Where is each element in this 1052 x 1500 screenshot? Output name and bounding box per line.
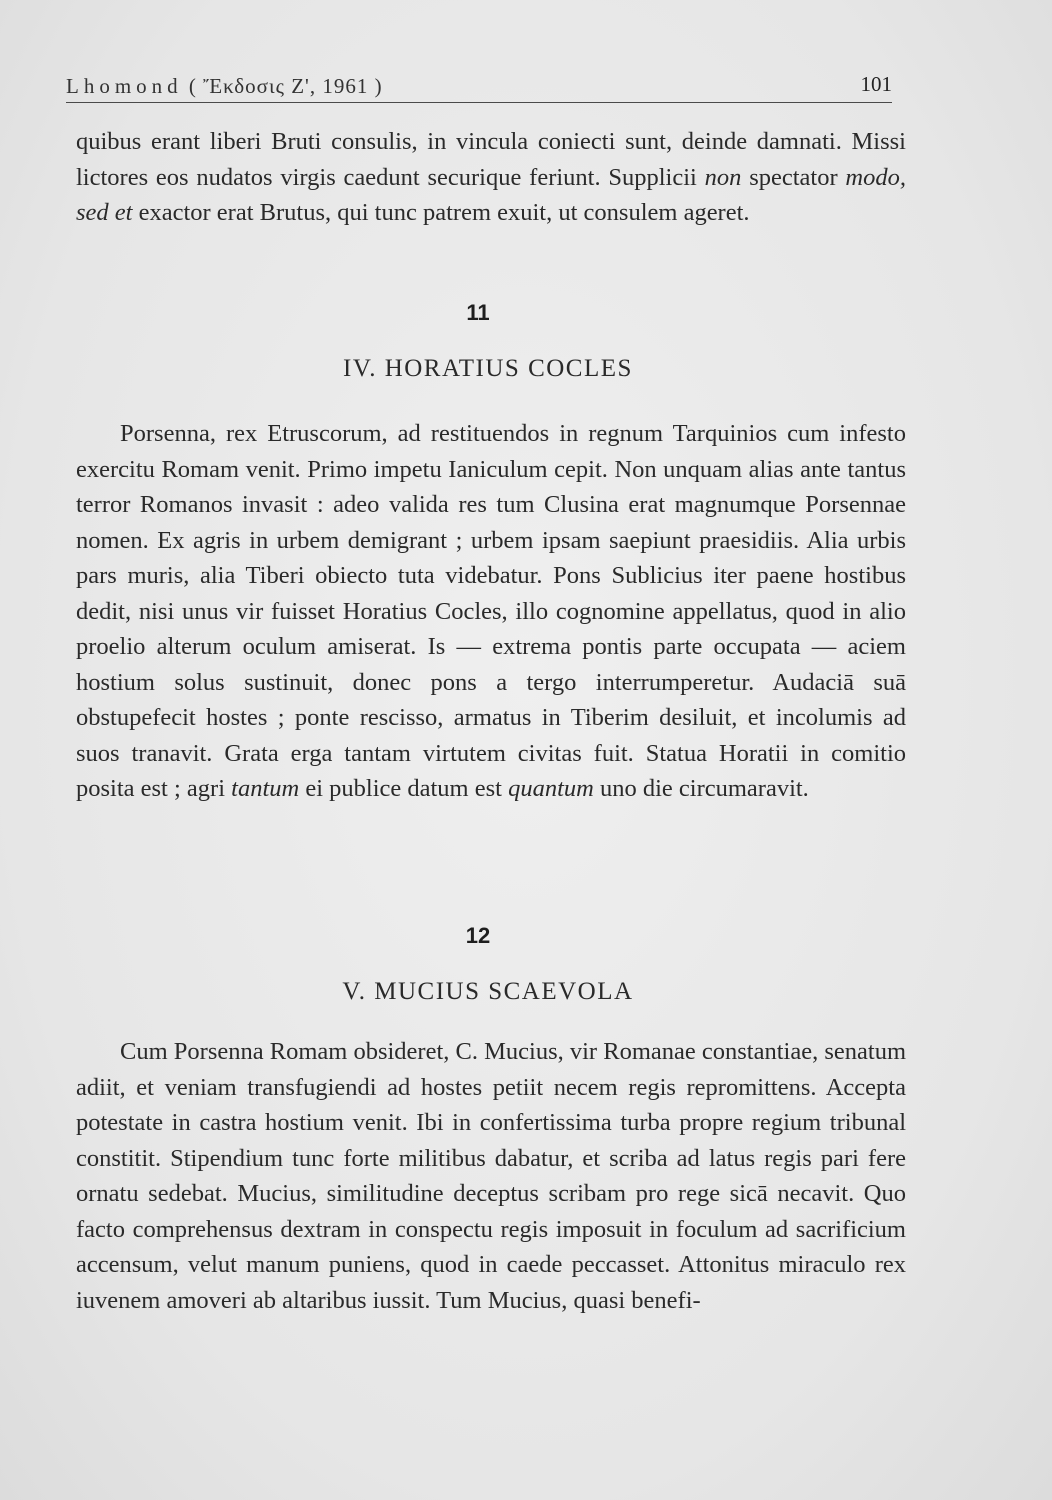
paragraph <box>76 416 906 807</box>
paragraph <box>76 124 906 231</box>
paragraph-text: exactor erat Brutus, qui tunc patrem exuit, ut consulem ageret. <box>132 199 750 226</box>
lesson-number-12: 12 <box>465 923 491 948</box>
italic-text: non <box>704 163 742 191</box>
italic-text: modo, sed et <box>76 163 906 226</box>
paragraph-text: uno die circumaravit. <box>593 775 809 802</box>
lesson-number-11: 11 <box>466 300 490 325</box>
page-header <box>66 72 892 103</box>
paragraph-text: Porsenna, rex Etruscorum, ad restituendos in regnum Tarquinios cum infesto exercitu Romam venit. Primo impetu Ianiculum cepit. Non unquam alias ante tantus terror Romanos invasit : adeo valida res tum Clusina erat magnumque Porsennae nomen. Ex agris in urbem demigrant ; urbem ipsam saepiunt praesidiis. Alia urbis pars muris, alia Tiberi obiecto tuta videbatur. Pons Sublicius iter paene hostibus dedit, nisi unus vir fuisset Horatius Cocles, illo cognomine appellatus, quod in alio proelio alterum oculum amiserat. Is — extrema pontis parte occupata — aciem hostium solus sustinuit, donec pons a tergo interrumperetur. Audaciā suā obstupefecit hostes ; ponte rescisso, armatus in Tiberim desiluit, et incolumis ad suos tranavit. Grata erga tantam virtutem civitas fuit. Statua Horatii in comitio posita est ; agri <box>76 420 906 802</box>
page-number: 101 <box>860 72 892 96</box>
italic-text: quantum <box>508 775 594 802</box>
running-head <box>66 74 383 99</box>
running-head-author: Lhomond <box>66 74 183 98</box>
italic-text: tantum <box>231 775 300 802</box>
paragraph-text: quibus erant liberi Bruti consulis, in vincula coniecti sunt, deinde damnati. Missi lictores eos nudatos virgis caedunt securique feriunt. Supplicii <box>76 128 906 191</box>
paragraph: Cum Porsenna Romam obsideret, C. Mucius, vir Romanae constantiae, senatum adiit, et veniam transfugiendi ad hostes petiit necem regis repromittens. Accepta potestate in castra hostium venit. Ibi in confertissima turba propre regium tribunal constitit. Stipendium tunc forte militibus dabatur, et scriba ad latus regis pari fere ornatu sedebat. Mucius, similitudine deceptus scribam pro rege sicā necavit. Quo facto comprehensus dextram in conspectu regis imposuit in foculum ad sacrificium accensum, velut manum puniens, quod in caede peccasset. Attonitus miraculo rex iuvenem amoveri ab altaribus iussit. Tum Mucius, quasi benefi- <box>76 1038 906 1314</box>
continuation-paragraph <box>76 124 906 231</box>
paragraph-text: spectator <box>741 163 846 191</box>
lesson-title-horatius-cocles: IV. HORATIUS COCLES <box>343 355 633 382</box>
horatius-cocles-paragraph <box>76 416 906 807</box>
paragraph-text: ei publice datum est <box>299 775 509 802</box>
mucius-scaevola-paragraph <box>76 1034 906 1318</box>
running-head-edition: ( Ἔκδοσις Ζ', 1961 ) <box>188 74 383 98</box>
lesson-title-mucius-scaevola: V. MUCIUS SCAEVOLA <box>342 978 634 1005</box>
